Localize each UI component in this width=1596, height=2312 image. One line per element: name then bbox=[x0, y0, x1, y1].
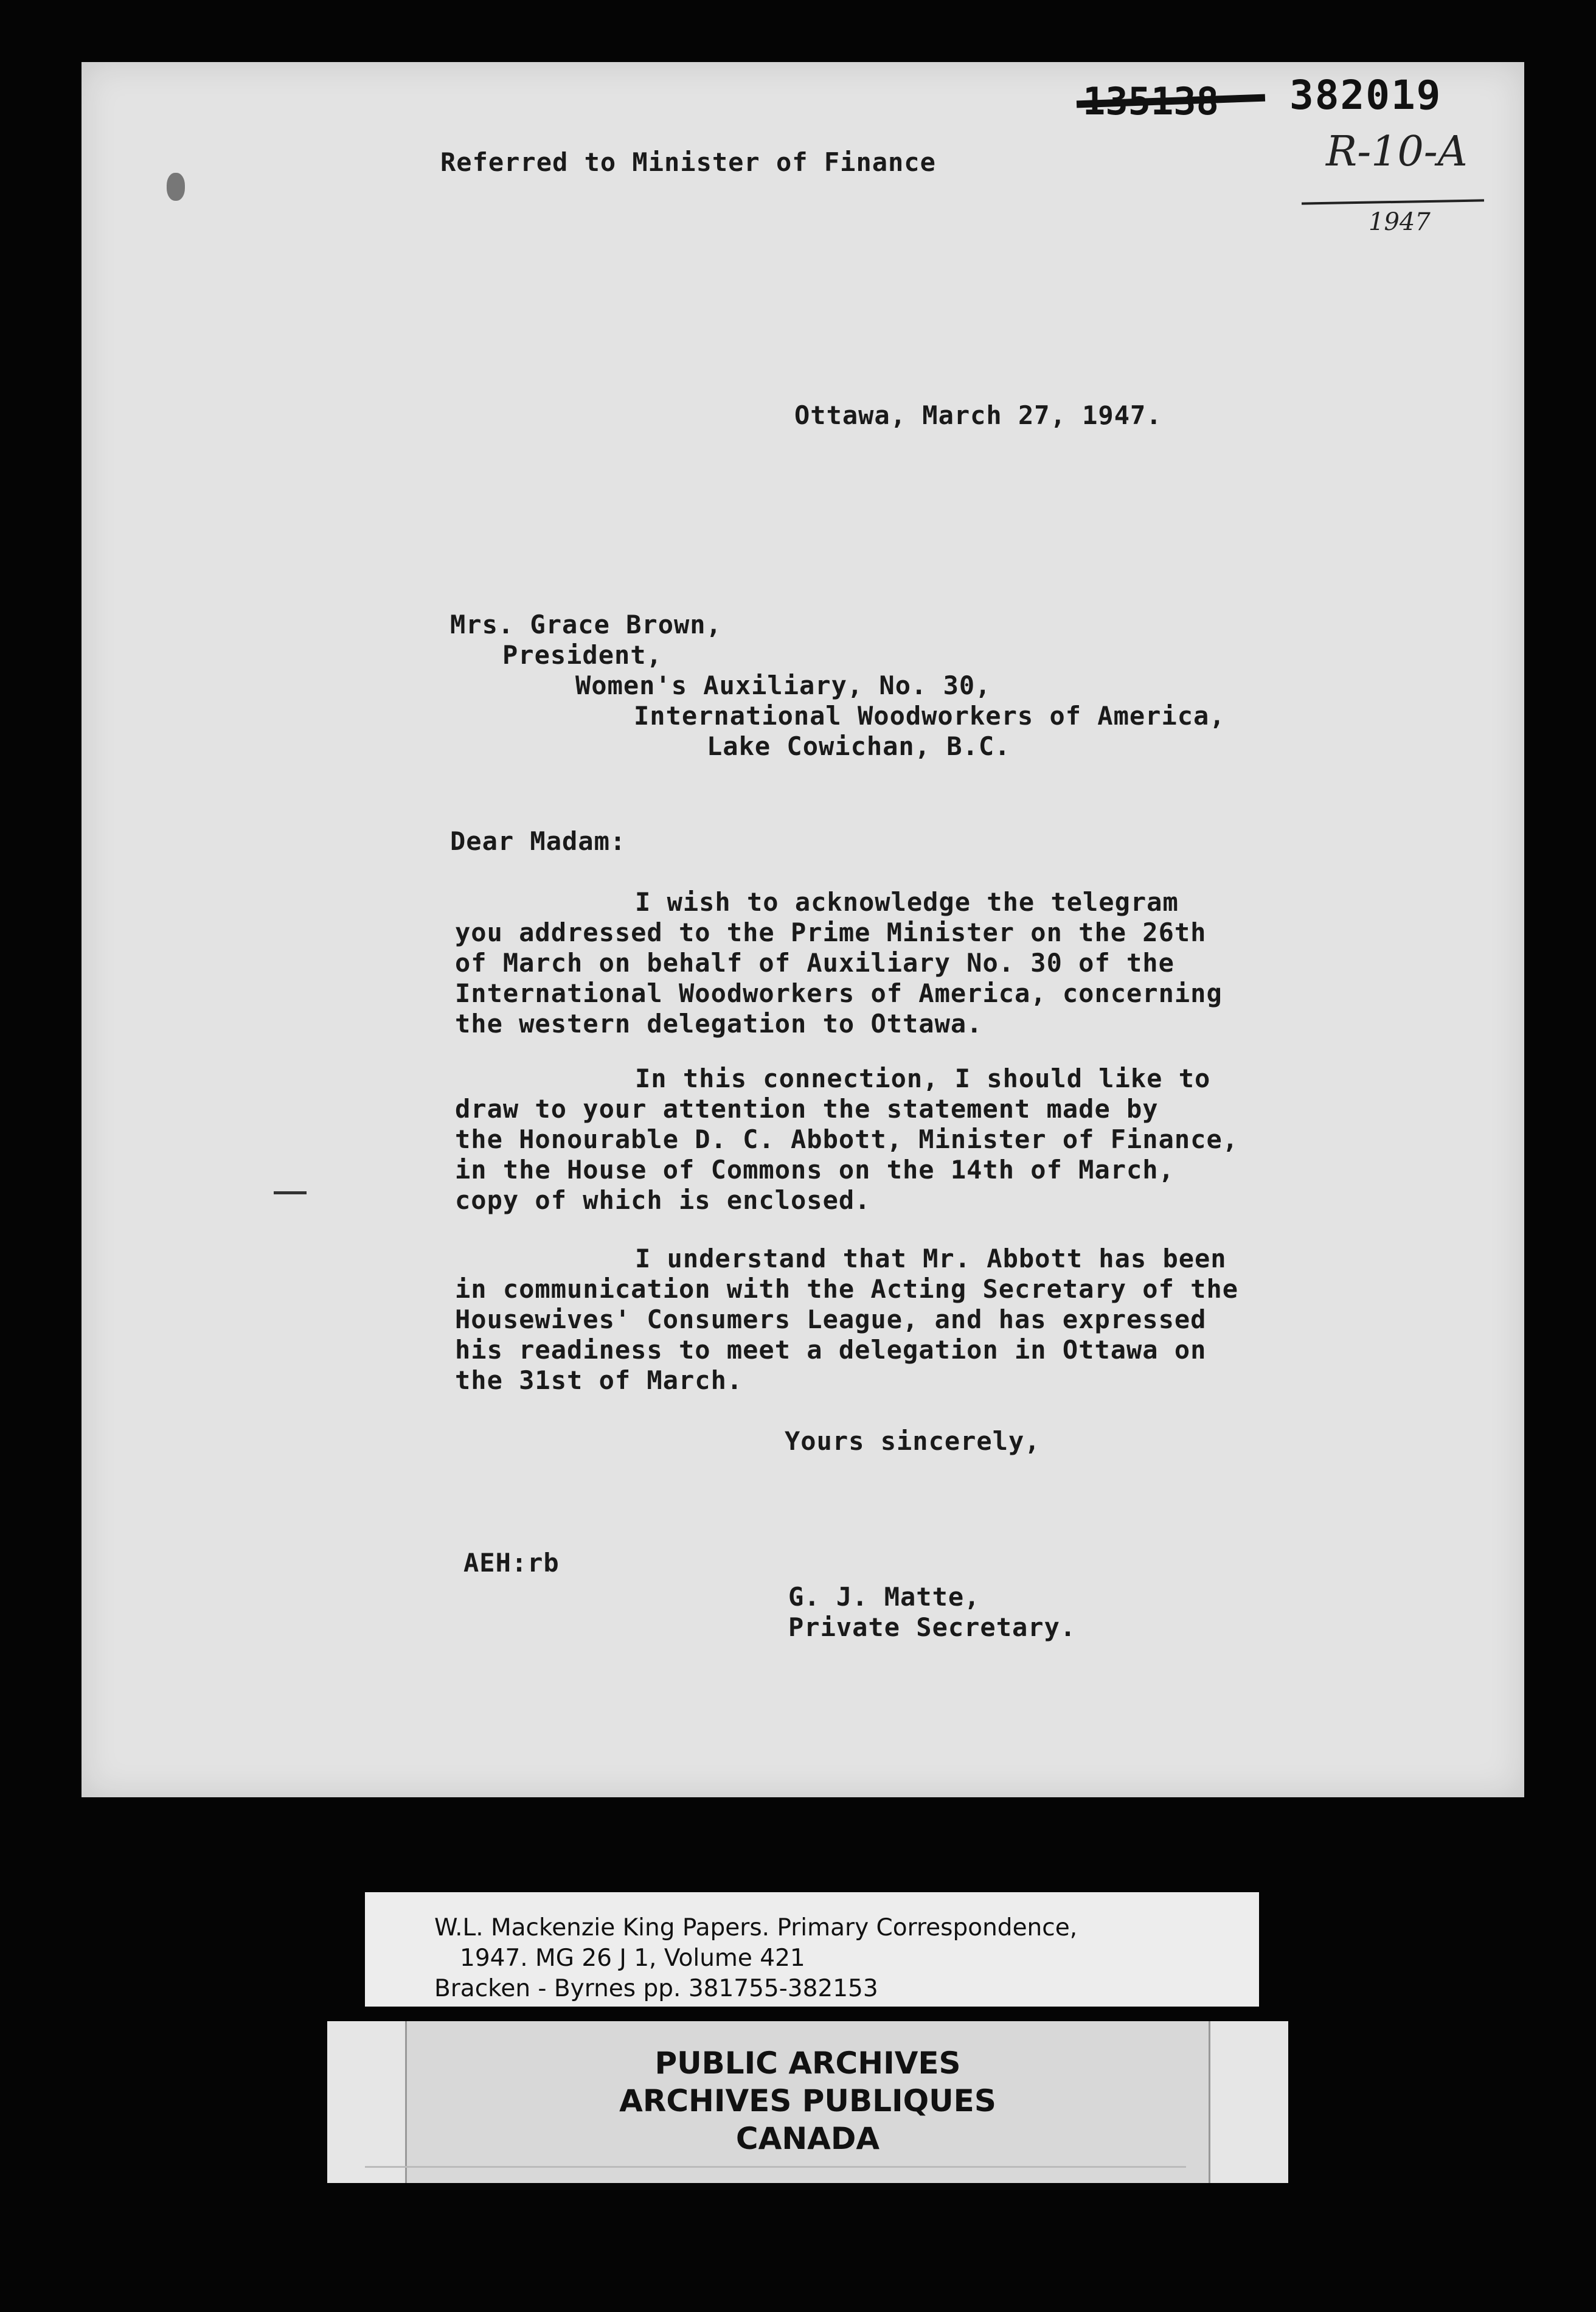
archive-label-line-2: 1947. MG 26 J 1, Volume 421 bbox=[460, 1945, 805, 1972]
paragraph-3-line-3: Housewives' Consumers League, and has expressed bbox=[455, 1304, 1207, 1334]
stamp-underline bbox=[365, 2166, 1186, 2168]
closing: Yours sincerely, bbox=[785, 1426, 1041, 1456]
paragraph-3-line-1: I understand that Mr. Abbott has been bbox=[635, 1244, 1227, 1273]
stamp-line-1: PUBLIC ARCHIVES bbox=[654, 2046, 961, 2081]
signatory-name: G. J. Matte, bbox=[788, 1582, 980, 1612]
archive-label-line-3: Bracken - Byrnes pp. 381755-382153 bbox=[434, 1975, 878, 2002]
recipient-line-4: International Woodworkers of America, bbox=[634, 701, 1226, 731]
document-number: 382019 bbox=[1289, 72, 1442, 119]
dateline: Ottawa, March 27, 1947. bbox=[794, 400, 1162, 430]
archive-label bbox=[365, 1892, 1259, 2007]
paragraph-1-line-2: you addressed to the Prime Minister on the 26th bbox=[455, 917, 1207, 947]
paragraph-3-line-2: in communication with the Acting Secretary of the bbox=[455, 1274, 1239, 1304]
paragraph-1-line-1: I wish to acknowledge the telegram bbox=[635, 887, 1179, 917]
recipient-line-1: Mrs. Grace Brown, bbox=[450, 610, 722, 639]
paragraph-2-line-3: the Honourable D. C. Abbott, Minister of Finance, bbox=[455, 1124, 1239, 1154]
paragraph-1-line-3: of March on behalf of Auxiliary No. 30 of the bbox=[455, 948, 1174, 978]
stamp-line-3: CANADA bbox=[735, 2121, 880, 2156]
paragraph-2-line-2: draw to your attention the statement made by bbox=[455, 1094, 1159, 1124]
salutation: Dear Madam: bbox=[450, 826, 626, 856]
archives-stamp bbox=[327, 2021, 1288, 2183]
paragraph-3-line-5: the 31st of March. bbox=[455, 1365, 743, 1395]
signatory-title: Private Secretary. bbox=[788, 1612, 1077, 1642]
paragraph-2-line-4: in the House of Commons on the 14th of March, bbox=[455, 1155, 1174, 1185]
handwritten-file-reference: R-10-A bbox=[1326, 128, 1468, 176]
recipient-line-5: Lake Cowichan, B.C. bbox=[707, 731, 1011, 761]
paragraph-3-line-4: his readiness to meet a delegation in Ottawa on bbox=[455, 1335, 1207, 1365]
archive-label-line-1: W.L. Mackenzie King Papers. Primary Correspondence, bbox=[434, 1914, 1078, 1941]
paragraph-2-line-5: copy of which is enclosed. bbox=[455, 1185, 871, 1215]
recipient-line-3: Women's Auxiliary, No. 30, bbox=[575, 670, 991, 700]
margin-dash bbox=[274, 1191, 307, 1194]
paragraph-1-line-5: the western delegation to Ottawa. bbox=[455, 1009, 983, 1039]
referral-note: Referred to Minister of Finance bbox=[440, 147, 936, 177]
stamp-line-2: ARCHIVES PUBLIQUES bbox=[619, 2083, 996, 2119]
typist-initials: AEH:rb bbox=[463, 1548, 560, 1578]
handwritten-year: 1947 bbox=[1369, 208, 1431, 236]
paragraph-1-line-4: International Woodworkers of America, concerning bbox=[455, 978, 1223, 1008]
punch-hole-mark bbox=[167, 173, 185, 201]
recipient-line-2: President, bbox=[502, 640, 662, 670]
paragraph-2-line-1: In this connection, I should like to bbox=[635, 1064, 1211, 1093]
